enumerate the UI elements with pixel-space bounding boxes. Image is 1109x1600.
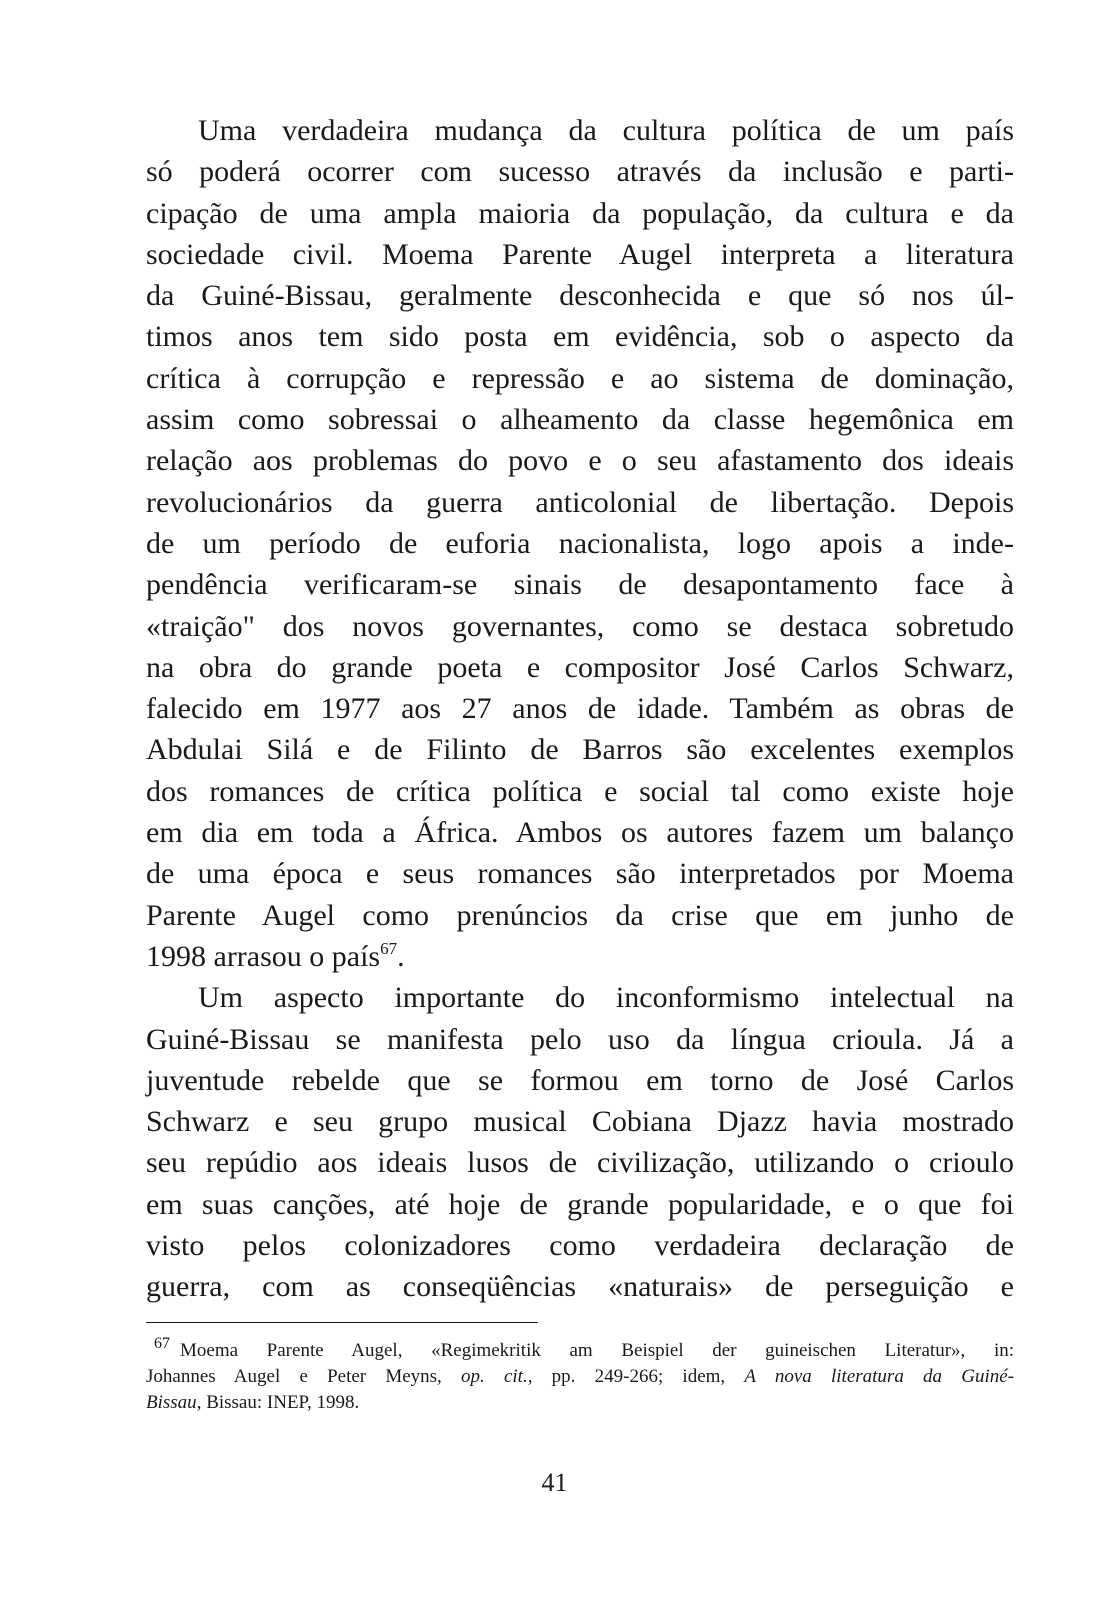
- text-line: na obra do grande poeta e compositor José Carlos Schwarz,: [146, 650, 1014, 684]
- text-line: Abdulai Silá e de Filinto de Barros são excelentes exemplos: [146, 733, 1014, 767]
- body-text: [146, 110, 1014, 1308]
- text-line: Uma verdadeira mudança da cultura política de um país: [198, 114, 1014, 147]
- text-line: pendência verificaram-se sinais de desapontamento face à: [146, 568, 1014, 602]
- text-line: em dia em toda a África. Ambos os autores fazem um balanço: [146, 816, 1014, 850]
- paragraph-2: [146, 977, 1014, 1307]
- footnote-book-title-end: Bissau: [146, 1392, 197, 1413]
- footnote-separator: [146, 1322, 538, 1323]
- text-line: de uma época e seus romances são interpretados por Moema: [146, 857, 1014, 891]
- footnote-number: 67: [154, 1335, 170, 1352]
- footnote-opcit: op. cit.: [461, 1366, 528, 1387]
- text-line: crítica à corrupção e repressão e ao sistema de dominação,: [146, 361, 1014, 395]
- end-punctuation: .: [397, 939, 405, 973]
- page-number: 41: [541, 1468, 568, 1497]
- footnote-text-2c: , pp. 249-266; idem,: [527, 1366, 745, 1387]
- last-line-text: 1998 arrasou o país: [146, 939, 381, 973]
- footnote-line-1: [146, 1335, 1014, 1364]
- text-line: visto pelos colonizadores como verdadeira declaração de: [146, 1229, 1014, 1263]
- footnote-text-2a: Johannes Augel e Peter Meyns,: [146, 1366, 462, 1387]
- footnote-line-3: [146, 1390, 1014, 1416]
- paragraph-1-last-line: [146, 936, 1014, 977]
- text-line: Parente Augel como prenúncios da crise que em junho de: [146, 898, 1014, 932]
- text-line: Um aspecto importante do inconformismo intelectual na: [198, 981, 1014, 1015]
- text-line: Guiné-Bissau se manifesta pelo uso da língua crioula. Já a: [146, 1022, 1014, 1056]
- text-line: guerra, com as conseqüências «naturais» de perseguição e: [146, 1270, 1014, 1304]
- text-line: «traição" dos novos governantes, como se destaca sobretudo: [146, 609, 1014, 643]
- footnote-line-2: [146, 1364, 1014, 1390]
- text-line: sociedade civil. Moema Parente Augel interpreta a literatura: [146, 237, 1014, 271]
- text-line: falecido em 1977 aos 27 anos de idade. Também as obras de: [146, 692, 1014, 726]
- text-line: relação aos problemas do povo e o seu afastamento dos ideais: [146, 444, 1014, 478]
- footnote-book-title: A nova literatura da Guiné-: [744, 1366, 1015, 1387]
- text-line: Schwarz e seu grupo musical Cobiana Djazz havia mostrado: [146, 1105, 1014, 1139]
- paragraph-1: [146, 110, 1014, 936]
- text-line: juventude rebelde que se formou em torno de José Carlos: [146, 1063, 1014, 1097]
- text-line: revolucionários da guerra anticolonial de libertação. Depois: [146, 485, 1014, 519]
- footnote-text-1: Moema Parente Augel, «Regimekritik am Beispiel der guineischen Literatur», in:: [180, 1340, 1014, 1361]
- text-line: dos romances de crítica política e social tal como existe hoje: [146, 774, 1014, 808]
- text-line: seu repúdio aos ideais lusos de civilização, utilizando o crioulo: [146, 1146, 1014, 1180]
- text-line: timos anos tem sido posta em evidência, sob o aspecto da: [146, 320, 1014, 354]
- footnotes: [146, 1335, 1015, 1416]
- footnote-reference[interactable]: 67: [380, 938, 398, 958]
- text-line: da Guiné-Bissau, geralmente desconhecida e que só nos úl-: [146, 279, 1014, 313]
- text-line: de um período de euforia nacionalista, logo apois a inde-: [146, 526, 1014, 560]
- text-line: assim como sobressai o alheamento da classe hegemônica em: [146, 403, 1014, 437]
- text-line: só poderá ocorrer com sucesso através da inclusão e parti-: [146, 155, 1014, 189]
- footnote-text-3b: , Bissau: INEP, 1998.: [196, 1392, 360, 1413]
- text-line: em suas canções, até hoje de grande popularidade, e o que foi: [146, 1187, 1014, 1221]
- text-line: cipação de uma ampla maioria da população, da cultura e da: [146, 196, 1014, 230]
